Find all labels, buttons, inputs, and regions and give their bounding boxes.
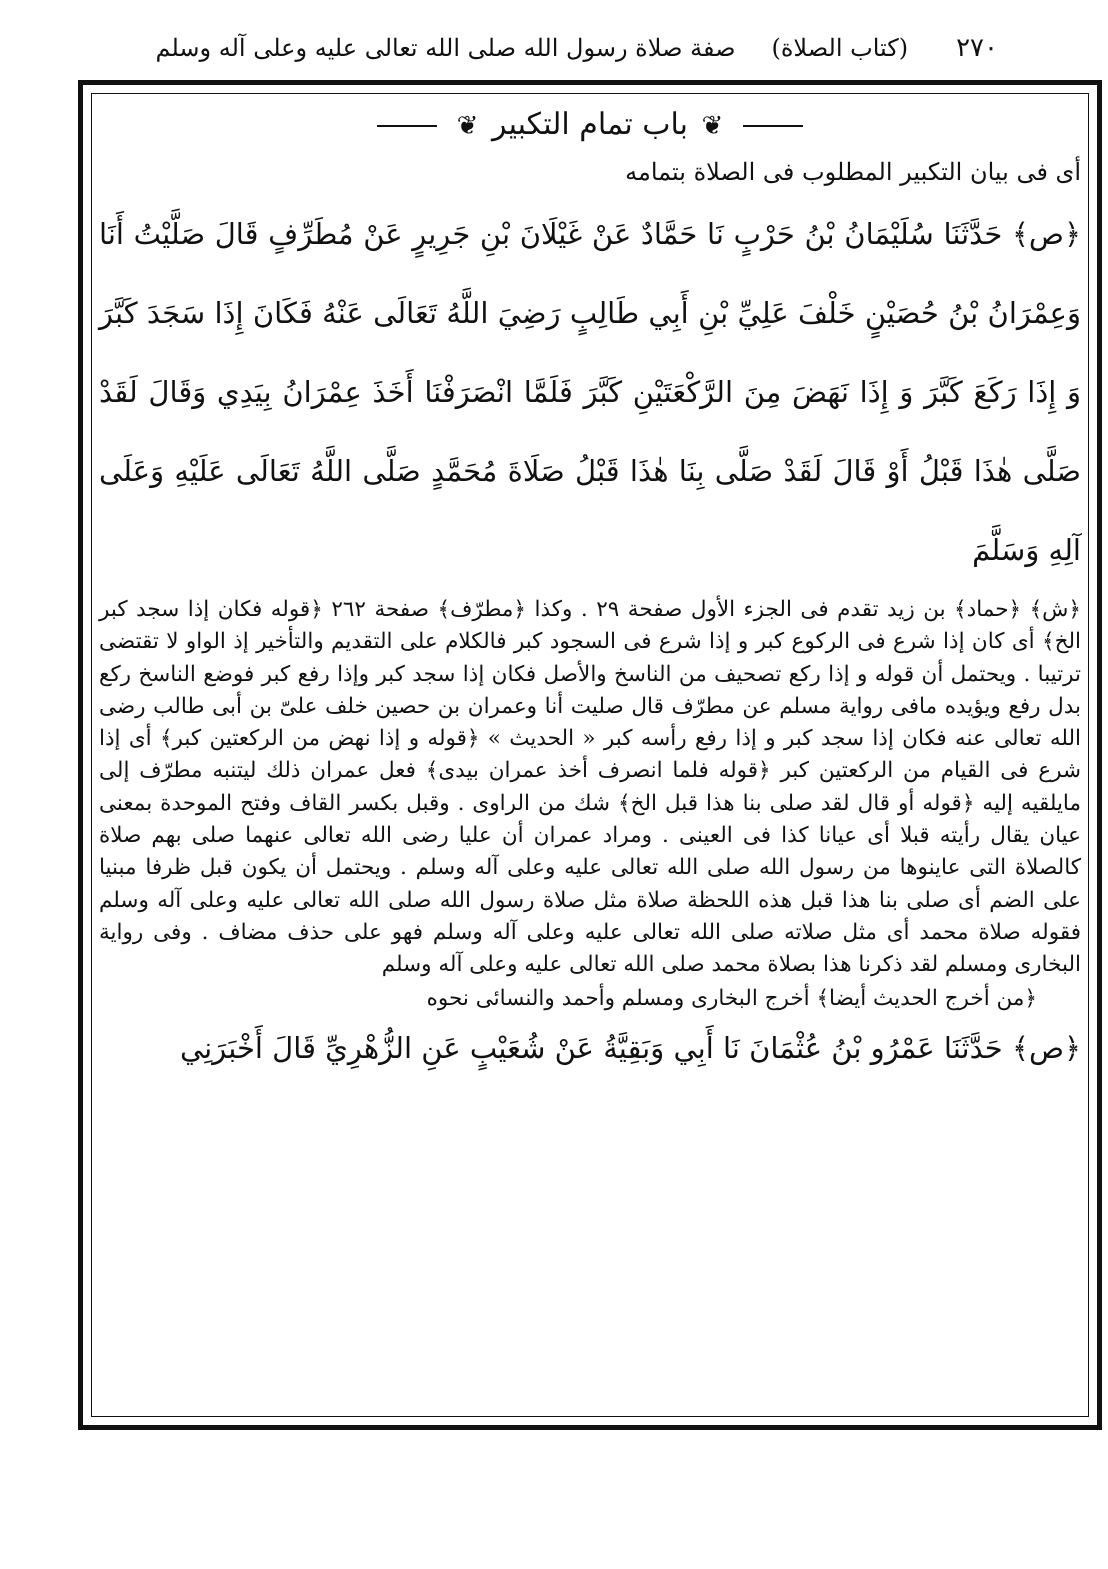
commentary-text: ﴿ش﴾ ﴿حماد﴾ بن زيد تقدم فى الجزء الأول صفحة ٢٩ . وكذا ﴿مطرّف﴾ صفحة ٢٦٢ ﴿قوله فكان إذا سجد كبر الخ﴾ أى كان إذا شرع فى الركوع كبر و إذا شرع فى السجود كبر فالكلام على التقديم والتأخير إذ الواو لا تقتضى ترتيبا . ويحتمل أن قوله و إذا ركع تصحيف من الناسخ والأصل فكان إذا سجد كبر وإذا رفع كبر فوضع الناسخ ركع بدل رفع ويؤيده مافى رواية مسلم عن مطرّف قال صليت أنا وعمران بن حصين خلف علىّ بن أبى طالب رضى الله تعالى عنه فكان إذا سجد كبر و إذا رفع رأسه كبر « الحديث » ﴿قوله و إذا نهض من الركعتين كبر﴾ أى إذا شرع فى القيام من الركعتين كبر ﴿قوله فلما انصرف أخذ عمران بيدى﴾ فعل عمران ذلك ليتنبه مطرّف إلى مايلقيه إليه ﴿قوله أو قال لقد صلى بنا هذا قبل الخ﴾ شك من الراوى . وقبل بكسر القاف وفتح الموحدة بمعنى عيان يقال رأيته قبلا أى عيانا كذا فى العينى . ومراد عمران أن عليا رضى الله تعالى عنهما صلى بهم صلاة كالصلاة التى عاينوها من رسول الله صلى الله تعالى عليه وعلى آله وسلم . ويحتمل أن يكون قبل ظرفا مبنيا على الضم أى صلى بنا هذا قبل هذه اللحظة صلاة مثل صلاة رسول الله صلى الله تعالى عليه وعلى آله وسلم فقوله صلاة محمد أى مثل صلاته صلى الله تعالى عليه وعلى آله وسلم فهو على حذف مضاف . وفى رواية البخارى ومسلم لقد ذكرنا هذا بصلاة محمد صلى الله تعالى عليه وعلى آله وسلم [99,597,1082,978]
ornament-left-icon: ❦ [456,111,479,141]
chapter-intro: أى فى بيان التكبير المطلوب فى الصلاة بتمامه [625,158,1081,186]
page-number: ٢٧٠ [956,33,998,63]
page-content [99,99,1081,1415]
running-header [118,24,998,72]
hadith-text-2: ﴿ص﴾ حَدَّثَنَا عَمْرُو بْنُ عُثْمَانَ نَا أَبِي وَبَقِيَّةُ عَنْ شُعَيْبٍ عَنِ الزُّهْرِيِّ قَالَ أَخْبَرَنِي [179,1030,1081,1065]
chapter-title [99,99,1081,151]
chapter-title-text: باب تمام التكبير [492,107,688,142]
takhrij-text: ﴿من أخرج الحديث أيضا﴾ أخرج البخارى ومسلم وأحمد والنسائى نحوه [426,985,1037,1011]
book-title: (كتاب الصلاة) [771,34,909,62]
page-border-outer [78,80,1102,1430]
hadith-text-1: ﴿ص﴾ حَدَّثَنَا سُلَيْمَانُ بْنُ حَرْبٍ نَا حَمَّادٌ عَنْ غَيْلَانَ بْنِ جَرِيرٍ عَنْ مُطَرِّفٍ قَالَ صَلَّيْتُ أَنَا وَعِمْرَانُ بْنُ حُصَيْنٍ خَلْفَ عَلِيِّ بْنِ أَبِي طَالِبٍ رَضِيَ اللَّهُ تَعَالَى عَنْهُ فَكَانَ إِذَا سَجَدَ كَبَّرَ وَ إِذَا رَكَعَ كَبَّرَ وَ إِذَا نَهَضَ مِنَ الرَّكْعَتَيْنِ كَبَّرَ فَلَمَّا انْصَرَفْنَا أَخَذَ عِمْرَانُ بِيَدِي وَقَالَ لَقَدْ صَلَّى هٰذَا قَبْلُ أَوْ قَالَ لَقَدْ صَلَّى بِنَا هٰذَا قَبْلُ صَلَاةَ مُحَمَّدٍ صَلَّى اللَّهُ تَعَالَى عَلَيْهِ وَعَلَى آلِهِ وَسَلَّمَ [99,217,1081,567]
title-rule-right [743,125,803,127]
ornament-right-icon: ❦ [701,111,724,141]
chapter-topic: صفة صلاة رسول الله صلى الله تعالى عليه وعلى آله وسلم [155,34,736,62]
title-rule-left [377,125,437,127]
